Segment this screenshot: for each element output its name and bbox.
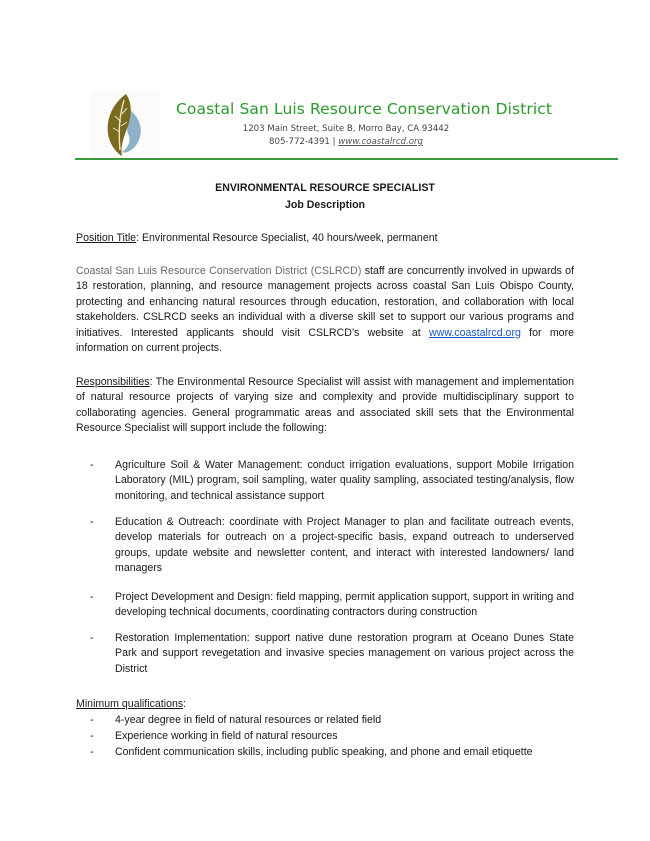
org-name: Coastal San Luis Resource Conservation District [176, 100, 553, 118]
list-item-text: 4-year degree in field of natural resources or related field [115, 714, 382, 726]
bullet-dash: - [90, 714, 94, 726]
header-divider [75, 158, 618, 160]
document-title: ENVIRONMENTAL RESOURCE SPECIALIST [215, 182, 435, 194]
website-link[interactable]: www.coastalrcd.org [429, 326, 521, 339]
responsibilities-paragraph [76, 375, 574, 437]
list-item-text: Agriculture Soil & Water Management: conduct irrigation evaluations, support Mobile Irrigation Laboratory (MIL) program, soil sampling, water quality sampling, associated testing/analysis, flow monitoring, and technical assistance support [115, 459, 574, 502]
intro-paragraph [76, 264, 574, 356]
leaf-water-drop-logo-icon [104, 92, 146, 158]
logo [90, 90, 160, 160]
position-title [76, 231, 574, 246]
qualifications-colon: : [183, 698, 187, 710]
org-website-link[interactable]: www.coastalrcd.org [338, 137, 423, 147]
intro-text-end: for more information on current projects. [76, 326, 574, 355]
position-title-label: Position Title [76, 232, 137, 244]
org-contact [230, 137, 462, 147]
letterhead [0, 0, 650, 170]
bullet-dash: - [90, 632, 94, 644]
separator: | [329, 137, 339, 147]
bullet-dash: - [90, 730, 94, 742]
qualifications-heading [76, 697, 574, 712]
qualifications-label: Minimum qualifications [76, 698, 184, 710]
list-item-text: Project Development and Design: field mapping, permit application support, support in writing and developing technical documents, coordinating contractors during construction [115, 591, 574, 619]
responsibilities-text: : The Environmental Resource Specialist will assist with management and implementation of natural resource projects of varying size and complexity and provide multidisciplinary support to collaborating agencies. General programmatic areas and associated skill sets that the Environmental Resource Specialist will support include the following: [76, 376, 574, 435]
bullet-dash: - [90, 591, 94, 603]
list-item-text: Restoration Implementation: support native dune restoration program at Oceano Dunes State Park and support revegetation and invasive species management on various project across the District [115, 632, 574, 675]
document-subtitle: Job Description [284, 199, 366, 211]
list-item-text: Confident communication skills, including public speaking, and phone and email etiquette [115, 746, 533, 758]
org-phone: 805-772-4391 [269, 137, 330, 147]
bullet-dash: - [90, 746, 94, 758]
list-item-text: Education & Outreach: coordinate with Project Manager to plan and facilitate outreach events, develop materials for outreach on a project-specific basis, expand outreach to underserved groups, update website and newsletter content, and interact with interested landowners/ land managers [115, 516, 574, 575]
org-lead: Coastal San Luis Resource Conservation District (CSLRCD) [76, 265, 362, 277]
bullet-dash: - [90, 516, 94, 528]
org-address: 1203 Main Street, Suite B, Morro Bay, CA 93442 [242, 124, 450, 134]
position-title-value: : Environmental Resource Specialist, 40 hours/week, permanent [136, 232, 438, 244]
intro-text: staff are concurrently involved in upwards of 18 restoration, planning, and resource management projects across coastal San Luis Obispo County, protecting and enhancing natural resources through education, restoration, and collaboration with local stakeholders. CSLRCD seeks an individual with a diverse skill set to support our various programs and initiatives. Interested applicants should visit CSLRCD’s website at [76, 265, 574, 339]
responsibilities-label: Responsibilities [76, 376, 150, 388]
bullet-dash: - [90, 459, 94, 471]
list-item-text: Experience working in field of natural resources [115, 730, 338, 742]
